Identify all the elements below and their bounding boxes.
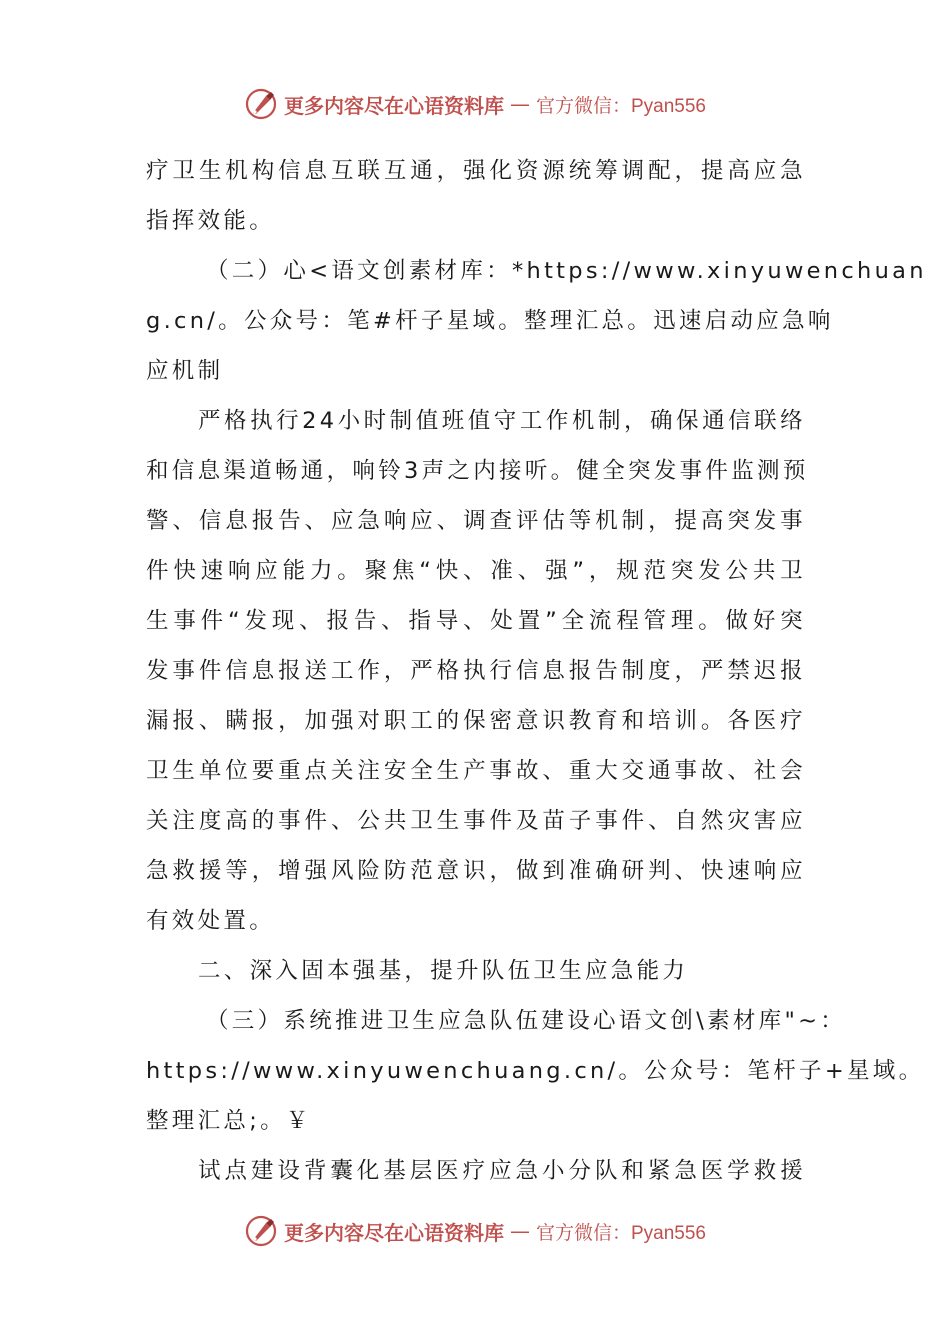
text-line: 发事件信息报送工作，严格执行信息报告制度，严禁迟报 [146, 658, 806, 684]
text-line: 试点建设背囊化基层医疗应急小分队和紧急医学救援 [198, 1158, 806, 1184]
banner-brand-text: 更多内容尽在心语资料库 [283, 93, 504, 118]
text-line: 件快速响应能力。聚焦“快、准、强”，规范突发公共卫 [146, 558, 806, 584]
text-line: 关注度高的事件、公共卫生事件及苗子事件、自然灾害应 [146, 808, 806, 834]
pen-nib-logo-icon [244, 87, 278, 121]
text-line: 整理汇总;。￥ [146, 1108, 312, 1134]
banner-contact-text: 官方微信：Pyan556 [535, 95, 706, 117]
footer-banner [0, 1211, 950, 1251]
section-heading: （二）心<语文创素材库：*https://www.xinyuwenchuan [206, 258, 927, 284]
header-banner [0, 84, 950, 124]
text-line: g.cn/。公众号：笔#杆子星域。整理汇总。迅速启动应急响 [146, 308, 834, 334]
section-heading: 二、深入固本强基，提升队伍卫生应急能力 [198, 958, 689, 984]
pen-nib-logo-icon [244, 1214, 278, 1248]
text-line: 漏报、瞒报，加强对职工的保密意识教育和培训。各医疗 [146, 708, 806, 734]
banner-brand-text: 更多内容尽在心语资料库 [283, 1220, 504, 1245]
text-line: 有效处置。 [146, 908, 276, 934]
text-line: 疗卫生机构信息互联互通，强化资源统筹调配，提高应急 [146, 158, 806, 184]
banner-separator: — [509, 1219, 530, 1243]
text-line: 急救援等，增强风险防范意识，做到准确研判、快速响应 [146, 858, 806, 884]
text-line: 生事件“发现、报告、指导、处置”全流程管理。做好突 [146, 608, 806, 634]
text-line: 应机制 [146, 358, 224, 384]
text-line: 卫生单位要重点关注安全生产事故、重大交通事故、社会 [146, 758, 806, 784]
text-line: 和信息渠道畅通，响铃3声之内接听。健全突发事件监测预 [146, 458, 809, 484]
text-line: 严格执行24小时制值班值守工作机制，确保通信联络 [198, 408, 806, 434]
text-line: https://www.xinyuwenchuang.cn/。公众号：笔杆子+星域。 [146, 1058, 925, 1084]
text-line: 指挥效能。 [146, 208, 276, 234]
document-body [146, 146, 927, 1196]
banner-contact-text: 官方微信：Pyan556 [535, 1222, 706, 1244]
text-line: 警、信息报告、应急响应、调查评估等机制，提高突发事 [146, 508, 806, 534]
section-heading: （三）系统推进卫生应急队伍建设心语文创\素材库"~： [206, 1008, 847, 1034]
banner-separator: — [509, 92, 530, 116]
